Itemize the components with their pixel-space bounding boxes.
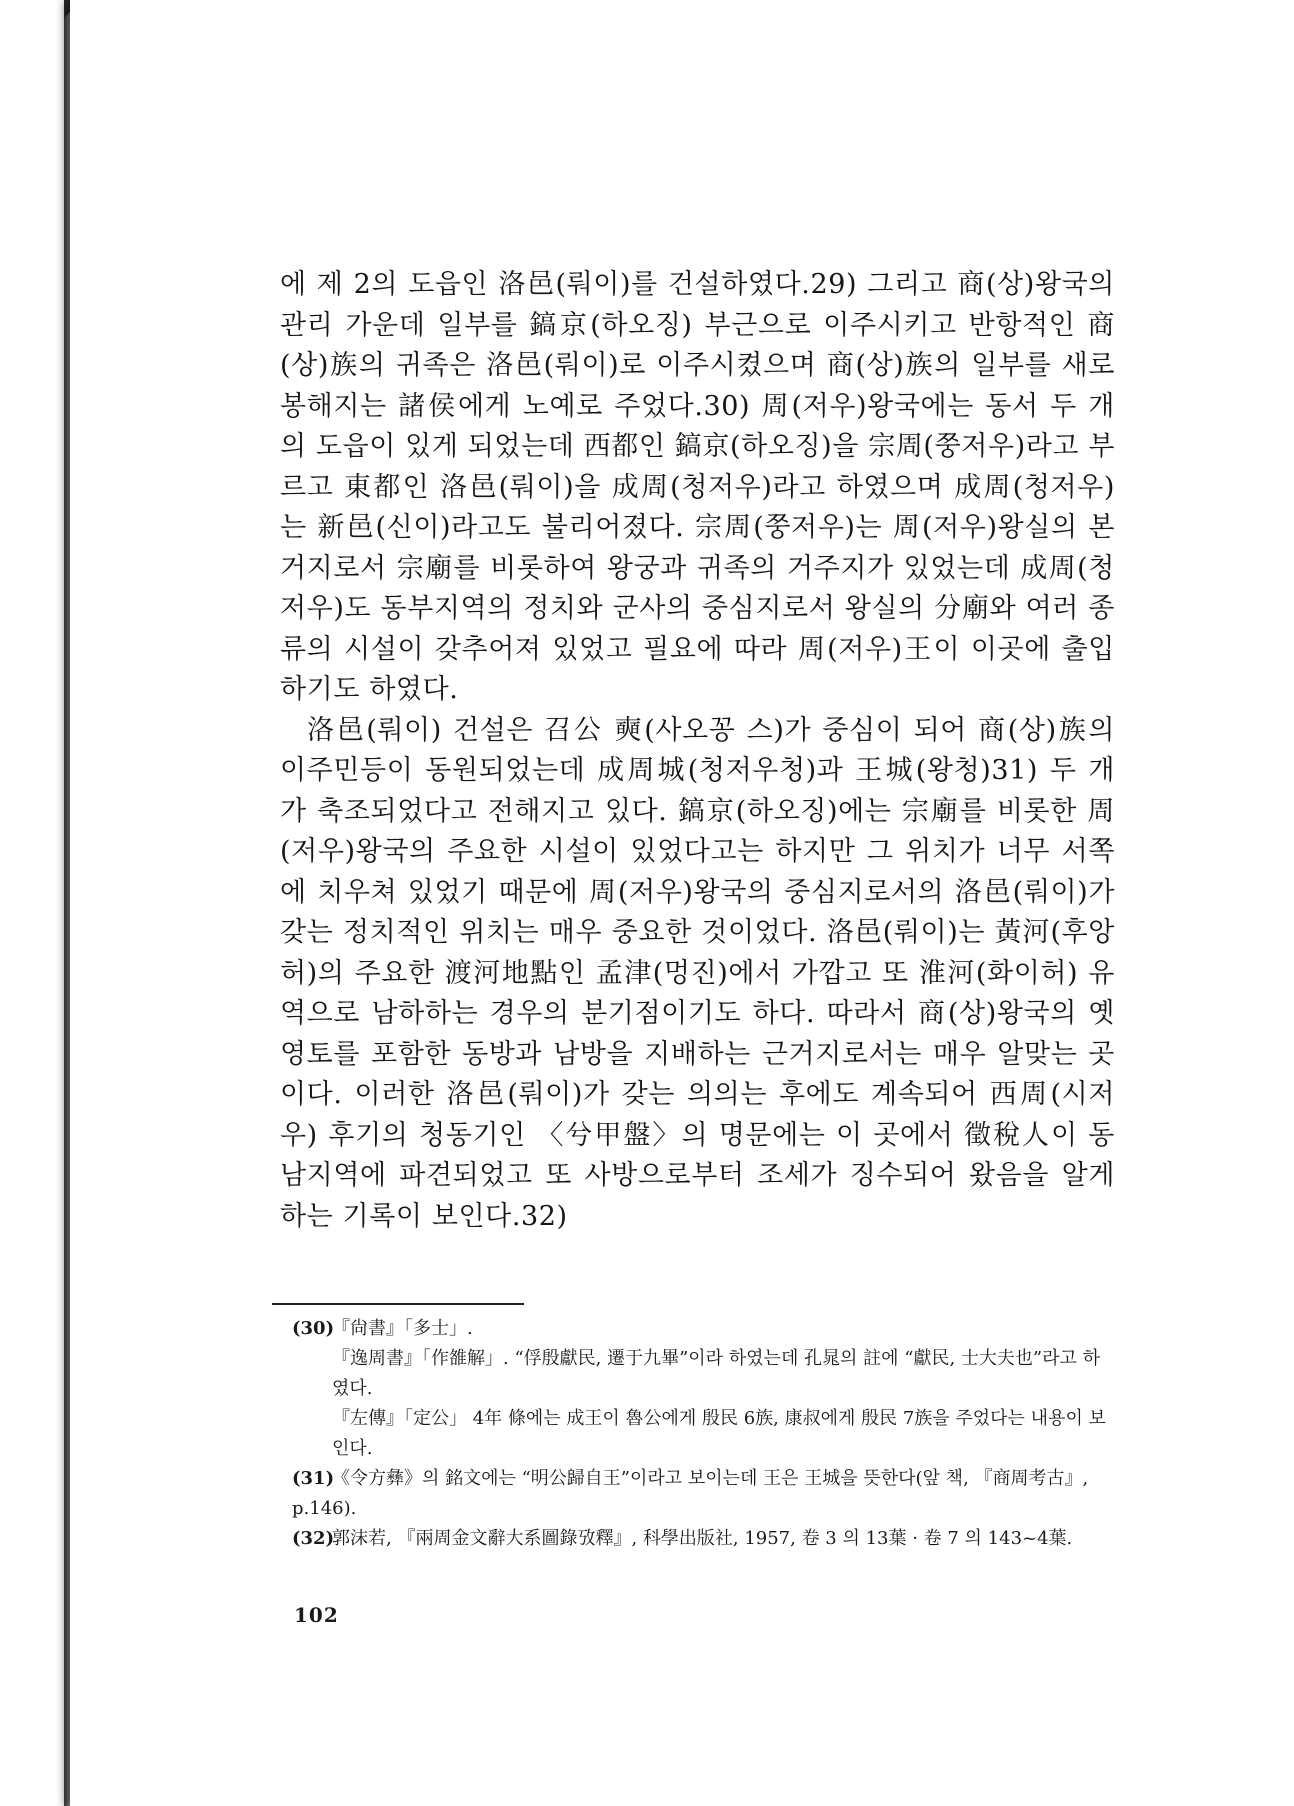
- footnote-31: [292, 1464, 1112, 1524]
- footnote-30: [292, 1314, 1112, 1344]
- footnote-number: (32): [292, 1528, 335, 1549]
- footnotes: [292, 1314, 1112, 1554]
- footnote-number: (31): [292, 1468, 335, 1489]
- footnote-text: 郭沫若, 『兩周金文辭大系圖錄攷釋』, 科學出版社, 1957, 卷 3 의 13葉 · 卷 7 의 143~4葉.: [332, 1528, 1073, 1549]
- main-text: [280, 265, 1115, 1237]
- footnote-rule: [272, 1303, 524, 1305]
- paragraph-1: 에 제 2의 도읍인 洛邑(뤄이)를 건설하였다.29) 그리고 商(상)왕국의 관리 가운데 일부를 鎬京(하오징) 부근으로 이주시키고 반항적인 商(상)族의 귀족은 洛邑(뤄이)로 이주시켰으며 商(상)族의 일부를 새로 봉해지는 諸侯에게 노예로 주었다.30) 周(저우)왕국에는 동서 두 개의 도읍이 있게 되었는데 西都인 鎬京(하오징)을 宗周(쭝저우)라고 부르고 東都인 洛邑(뤄이)을 成周(청저우)라고 하였으며 成周(청저우)는 新邑(신이)라고도 불리어졌다. 宗周(쭝저우)는 周(저우)왕실의 본거지로서 宗廟를 비롯하여 왕궁과 귀족의 거주지가 있었는데 成周(청저우)도 동부지역의 정치와 군사의 중심지로서 왕실의 分廟와 여러 종류의 시설이 갖추어져 있었고 필요에 따라 周(저우)王이 이곳에 출입하기도 하였다.: [280, 269, 1115, 705]
- page-number: 102: [294, 1603, 339, 1627]
- footnote-number: (30): [292, 1318, 335, 1339]
- footnote-30-cont-2: 『左傳』「定公」 4年 條에는 成王이 魯公에게 殷民 6族, 康叔에게 殷民 7族을 주었다는 내용이 보인다.: [332, 1408, 1106, 1459]
- footnote-30-cont-1: 『逸周書』「作雒解」. “俘殷獻民, 遷于九畢”이라 하였는데 孔晁의 註에 “獻民, 士大夫也”라고 하였다.: [332, 1348, 1101, 1399]
- footnote-text: 『尙書』「多士」.: [332, 1318, 473, 1339]
- footnote-text: 《令方彝》의 銘文에는 “明公歸自王”이라고 보이는데 王은 王城을 뜻한다(앞 책, 『商周考古』, p.146).: [292, 1468, 1089, 1519]
- paragraph-2: 洛邑(뤄이) 건설은 召公 奭(사오꽁 스)가 중심이 되어 商(상)族의 이주민등이 동원되었는데 成周城(청저우청)과 王城(왕청)31) 두 개가 축조되었다고 전해지고 있다. 鎬京(하오징)에는 宗廟를 비롯한 周(저우)왕국의 주요한 시설이 있었다고는 하지만 그 위치가 너무 서쪽에 치우쳐 있었기 때문에 周(저우)왕국의 중심지로서의 洛邑(뤄이)가 갖는 정치적인 위치는 매우 중요한 것이었다. 洛邑(뤄이)는 黃河(후앙허)의 주요한 渡河地點인 孟津(멍진)에서 가깝고 또 淮河(화이허) 유역으로 남하하는 경우의 분기점이기도 하다. 따라서 商(상)왕국의 옛 영토를 포함한 동방과 남방을 지배하는 근거지로서는 매우 알맞는 곳이다. 이러한 洛邑(뤄이)가 갖는 의의는 후에도 계속되어 西周(시저우) 후기의 청동기인 〈兮甲盤〉의 명문에는 이 곳에서 徵稅人이 동남지역에 파견되었고 또 사방으로부터 조세가 징수되어 왔음을 알게 하는 기록이 보인다.32): [280, 714, 1115, 1232]
- footnote-32: [292, 1524, 1112, 1554]
